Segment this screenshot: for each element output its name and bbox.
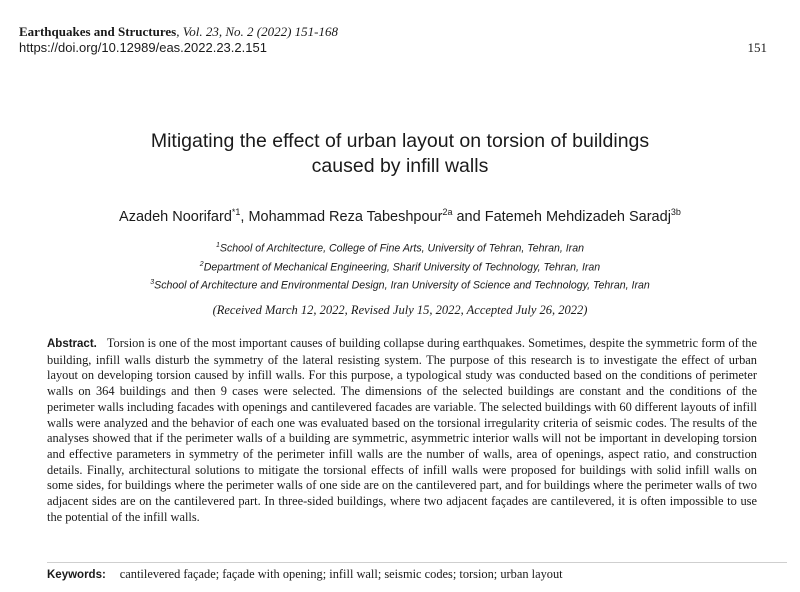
affiliation-text: School of Architecture and Environmental Design, Iran University of Science and Technology, Tehran, Iran: [154, 279, 650, 292]
abstract: [47, 336, 757, 525]
paper-title: [0, 129, 800, 179]
journal-citation: [19, 24, 338, 40]
affiliation-text: School of Architecture, College of Fine Arts, University of Tehran, Tehran, Iran: [219, 242, 584, 255]
affiliation-text: Department of Mechanical Engineering, Sharif University of Technology, Tehran, Iran: [203, 261, 601, 274]
affiliation-line: [0, 275, 800, 294]
author-sup: 3b: [670, 207, 681, 217]
author-separator: ,: [240, 208, 249, 225]
keywords-text: cantilevered façade; façade with opening; infill wall; seismic codes; torsion; urban layout: [119, 567, 563, 581]
author-sup: *1: [231, 207, 241, 217]
author-name: Fatemeh Mehdizadeh Saradj: [484, 208, 671, 225]
affiliation-line: [0, 257, 800, 276]
title-line-1: Mitigating the effect of urban layout on torsion of buildings: [150, 130, 650, 152]
author-separator: and: [452, 208, 485, 225]
author-sup: 2a: [442, 207, 453, 217]
author-name: Azadeh Noorifard: [119, 208, 232, 225]
page-number: 151: [747, 40, 767, 55]
affiliation-sup: 1: [216, 242, 220, 249]
keywords-label: Keywords:: [47, 569, 106, 581]
title-line-2: caused by infill walls: [311, 155, 489, 177]
keywords: [47, 566, 563, 583]
abstract-text: Torsion is one of the most important causes of building collapse during earthquakes. Sometimes, despite the symmetric form of the building, infill walls disturb the symmetry of the lateral resisting system. The purpose of this research is to investigate the effect of urban layout on developing torsion caused by infill walls. For this purpose, a typological study was conducted based on the conditions of perimeter walls on 364 buildings and then 9 cases were selected. The dimensions of the selected buildings are constant and the conditions of the perimeter walls including facades with openings and cantilevered facades are variable. The selected buildings with 60 different layouts of infill walls were analyzed and the behavior of each one was evaluated based on the torsional irregularity criteria of seismic codes. The results of the analyses showed that if the perimeter walls of a building are symmetric, asymmetric interior walls will not be important in developing torsion and effective parameters in symmetry of the perimeter infill walls are the number of walls, area of openings, aspect ratio, and construction details. Finally, architectural solutions to mitigate the torsional effects of infill walls were proposed for buildings with solid infill walls on some sides, for buildings where the perimeter walls of one side are on the cantilevered part, and for buildings where the perimeter walls of two adjacent sides are on the cantilevered part. In three-sided buildings, where two adjacent façades are cantilevered, it is often impossible to use the potential of the infill walls.: [47, 336, 757, 524]
received-dates: (Received March 12, 2022, Revised July 15, 2022, Accepted July 26, 2022): [212, 303, 588, 317]
affiliations: [0, 238, 800, 294]
affiliation-line: [0, 238, 800, 257]
doi-link[interactable]: https://doi.org/10.12989/eas.2022.23.2.151: [19, 40, 267, 55]
journal-volume: , Vol. 23, No. 2 (2022) 151-168: [176, 24, 339, 39]
journal-name: Earthquakes and Structures: [19, 24, 177, 39]
author-list: [0, 203, 800, 226]
affiliation-sup: 2: [199, 260, 204, 268]
keywords-divider: [47, 562, 787, 563]
affiliation-sup: 3: [150, 279, 155, 287]
abstract-label: Abstract.: [47, 338, 97, 350]
author-name: Mohammad Reza Tabeshpour: [248, 208, 443, 225]
